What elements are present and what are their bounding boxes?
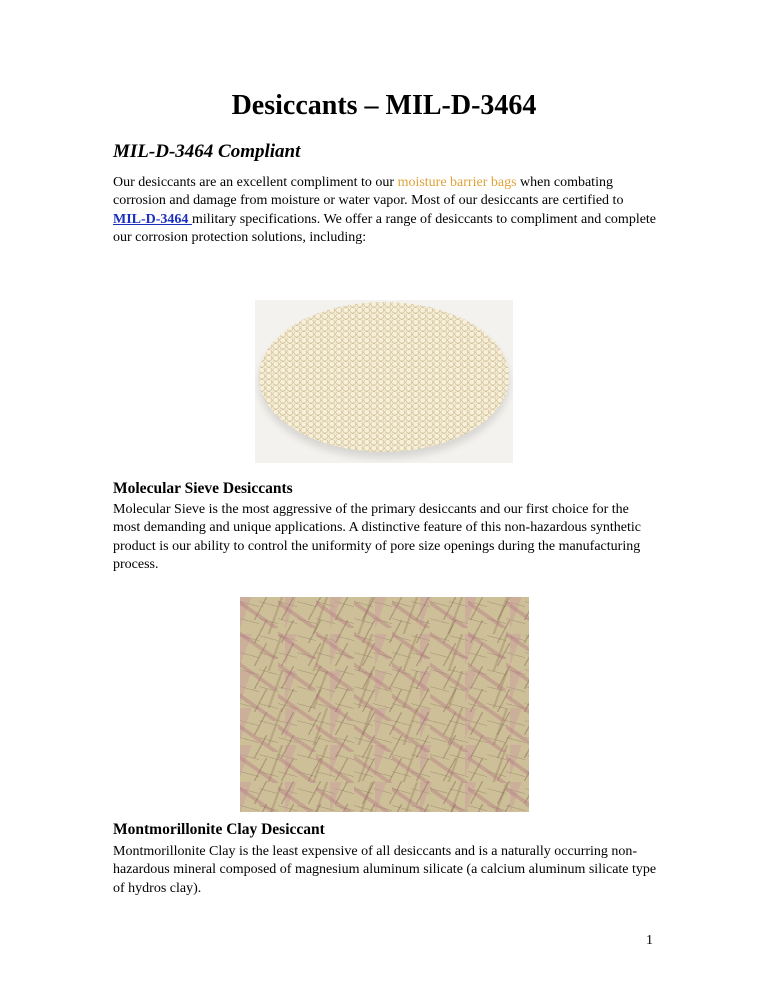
moisture-barrier-bags-link[interactable]: moisture barrier bags: [397, 175, 517, 190]
section-subtitle: MIL-D-3464 Compliant: [113, 141, 301, 162]
pellet-dish: [259, 302, 509, 452]
molecular-sieve-image: [255, 300, 513, 463]
molecular-sieve-heading: Molecular Sieve Desiccants: [113, 480, 293, 497]
intro-text: when combating corrosion and damage from moisture or water vapor. Most of our desiccants are certified to: [113, 175, 624, 209]
intro-paragraph: [113, 174, 658, 247]
montmorillonite-clay-image: [240, 597, 529, 812]
page-title: Desiccants – MIL-D-3464: [231, 90, 537, 121]
montmorillonite-heading: Montmorillonite Clay Desiccant: [113, 821, 325, 838]
page-number: 1: [646, 933, 653, 948]
molecular-sieve-body: Molecular Sieve is the most aggressive of the primary desiccants and our first choice for the most demanding and unique applications. A distinctive feature of this non-hazardous synthetic product is our ability to control the uniformity of pore size openings during the manufacturing process.: [113, 502, 641, 572]
montmorillonite-body: Montmorillonite Clay is the least expensive of all desiccants and is a naturally occurring non-hazardous mineral composed of magnesium aluminum silicate (a calcium aluminum silicate type of hydros clay).: [113, 844, 657, 896]
mil-d-3464-link[interactable]: MIL-D-3464: [113, 211, 192, 227]
intro-text: military specifications. We offer a range of desiccants to compliment and complete our corrosion protection solutions, including:: [113, 211, 657, 245]
intro-text: Our desiccants are an excellent compliment to our: [113, 175, 398, 190]
